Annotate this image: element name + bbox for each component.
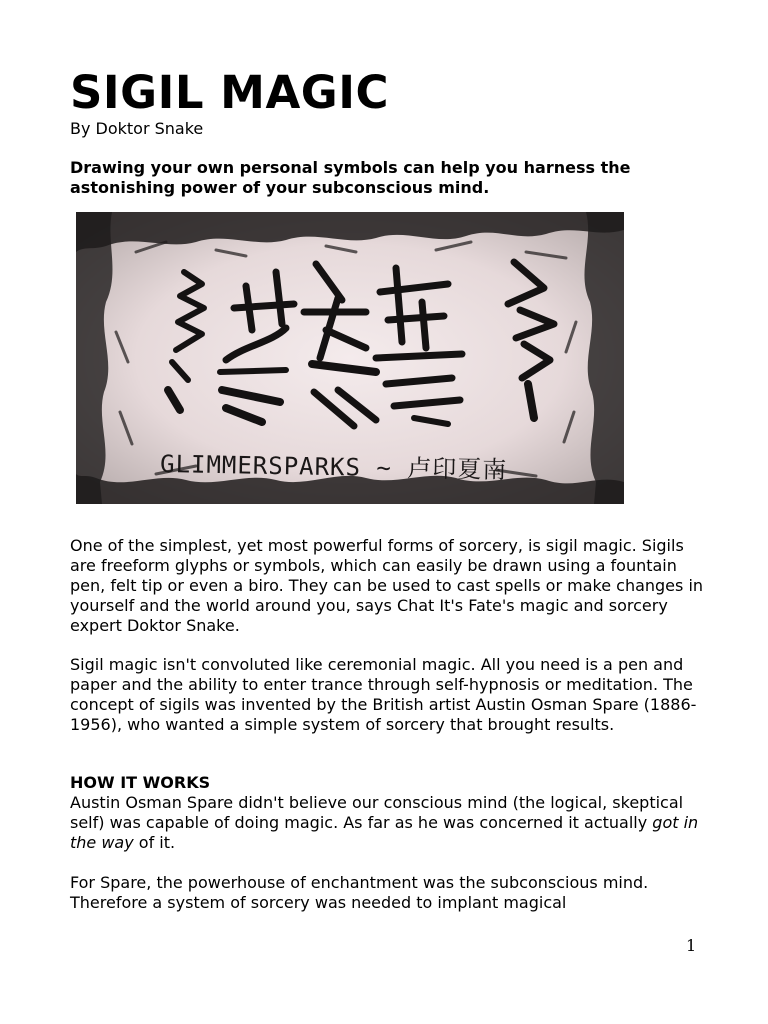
document-title: SIGIL MAGIC xyxy=(70,66,389,119)
sigil-artwork-drawing xyxy=(76,212,624,504)
paragraph-intro: One of the simplest, yet most powerful forms of sorcery, is sigil magic. Sigils are freeform glyphs or symbols, which can easily be drawn using a fountain pen, felt tip or even a biro. They can be used to cast spells or make changes in yourself and the world around you, says Chat It's Fate's magic and sorcery expert Doktor Snake. xyxy=(70,536,704,635)
paragraph-how-it-works-tail: of it. xyxy=(133,833,176,852)
byline: By Doktor Snake xyxy=(70,119,204,138)
page-number: 1 xyxy=(686,936,697,955)
paragraph-how-it-works-text: Austin Osman Spare didn't believe our conscious mind (the logical, skeptical self) was capable of doing magic. As far as he was concerned it actually xyxy=(70,793,684,832)
section-heading-how-it-works: HOW IT WORKS xyxy=(70,773,211,792)
sigil-artwork-image xyxy=(76,212,624,504)
lede-paragraph: Drawing your own personal symbols can help you harness the astonishing power of your subconscious mind. xyxy=(70,158,631,197)
paragraph-how-it-works xyxy=(70,793,710,853)
sigil-caption-text: GLIMMERSPARKS ~ 卢印夏南 xyxy=(159,450,508,485)
emphasis-got-in-the-way: got in the way xyxy=(70,813,699,852)
paragraph-subconscious: For Spare, the powerhouse of enchantment was the subconscious mind. Therefore a system of sorcery was needed to implant magical xyxy=(70,873,649,912)
paragraph-ceremonial: Sigil magic isn't convoluted like ceremonial magic. All you need is a pen and paper and the ability to enter trance through self-hypnosis or meditation. The concept of sigils was invented by the British artist Austin Osman Spare (1886-1956), who wanted a simple system of sorcery that brought results. xyxy=(70,655,697,734)
